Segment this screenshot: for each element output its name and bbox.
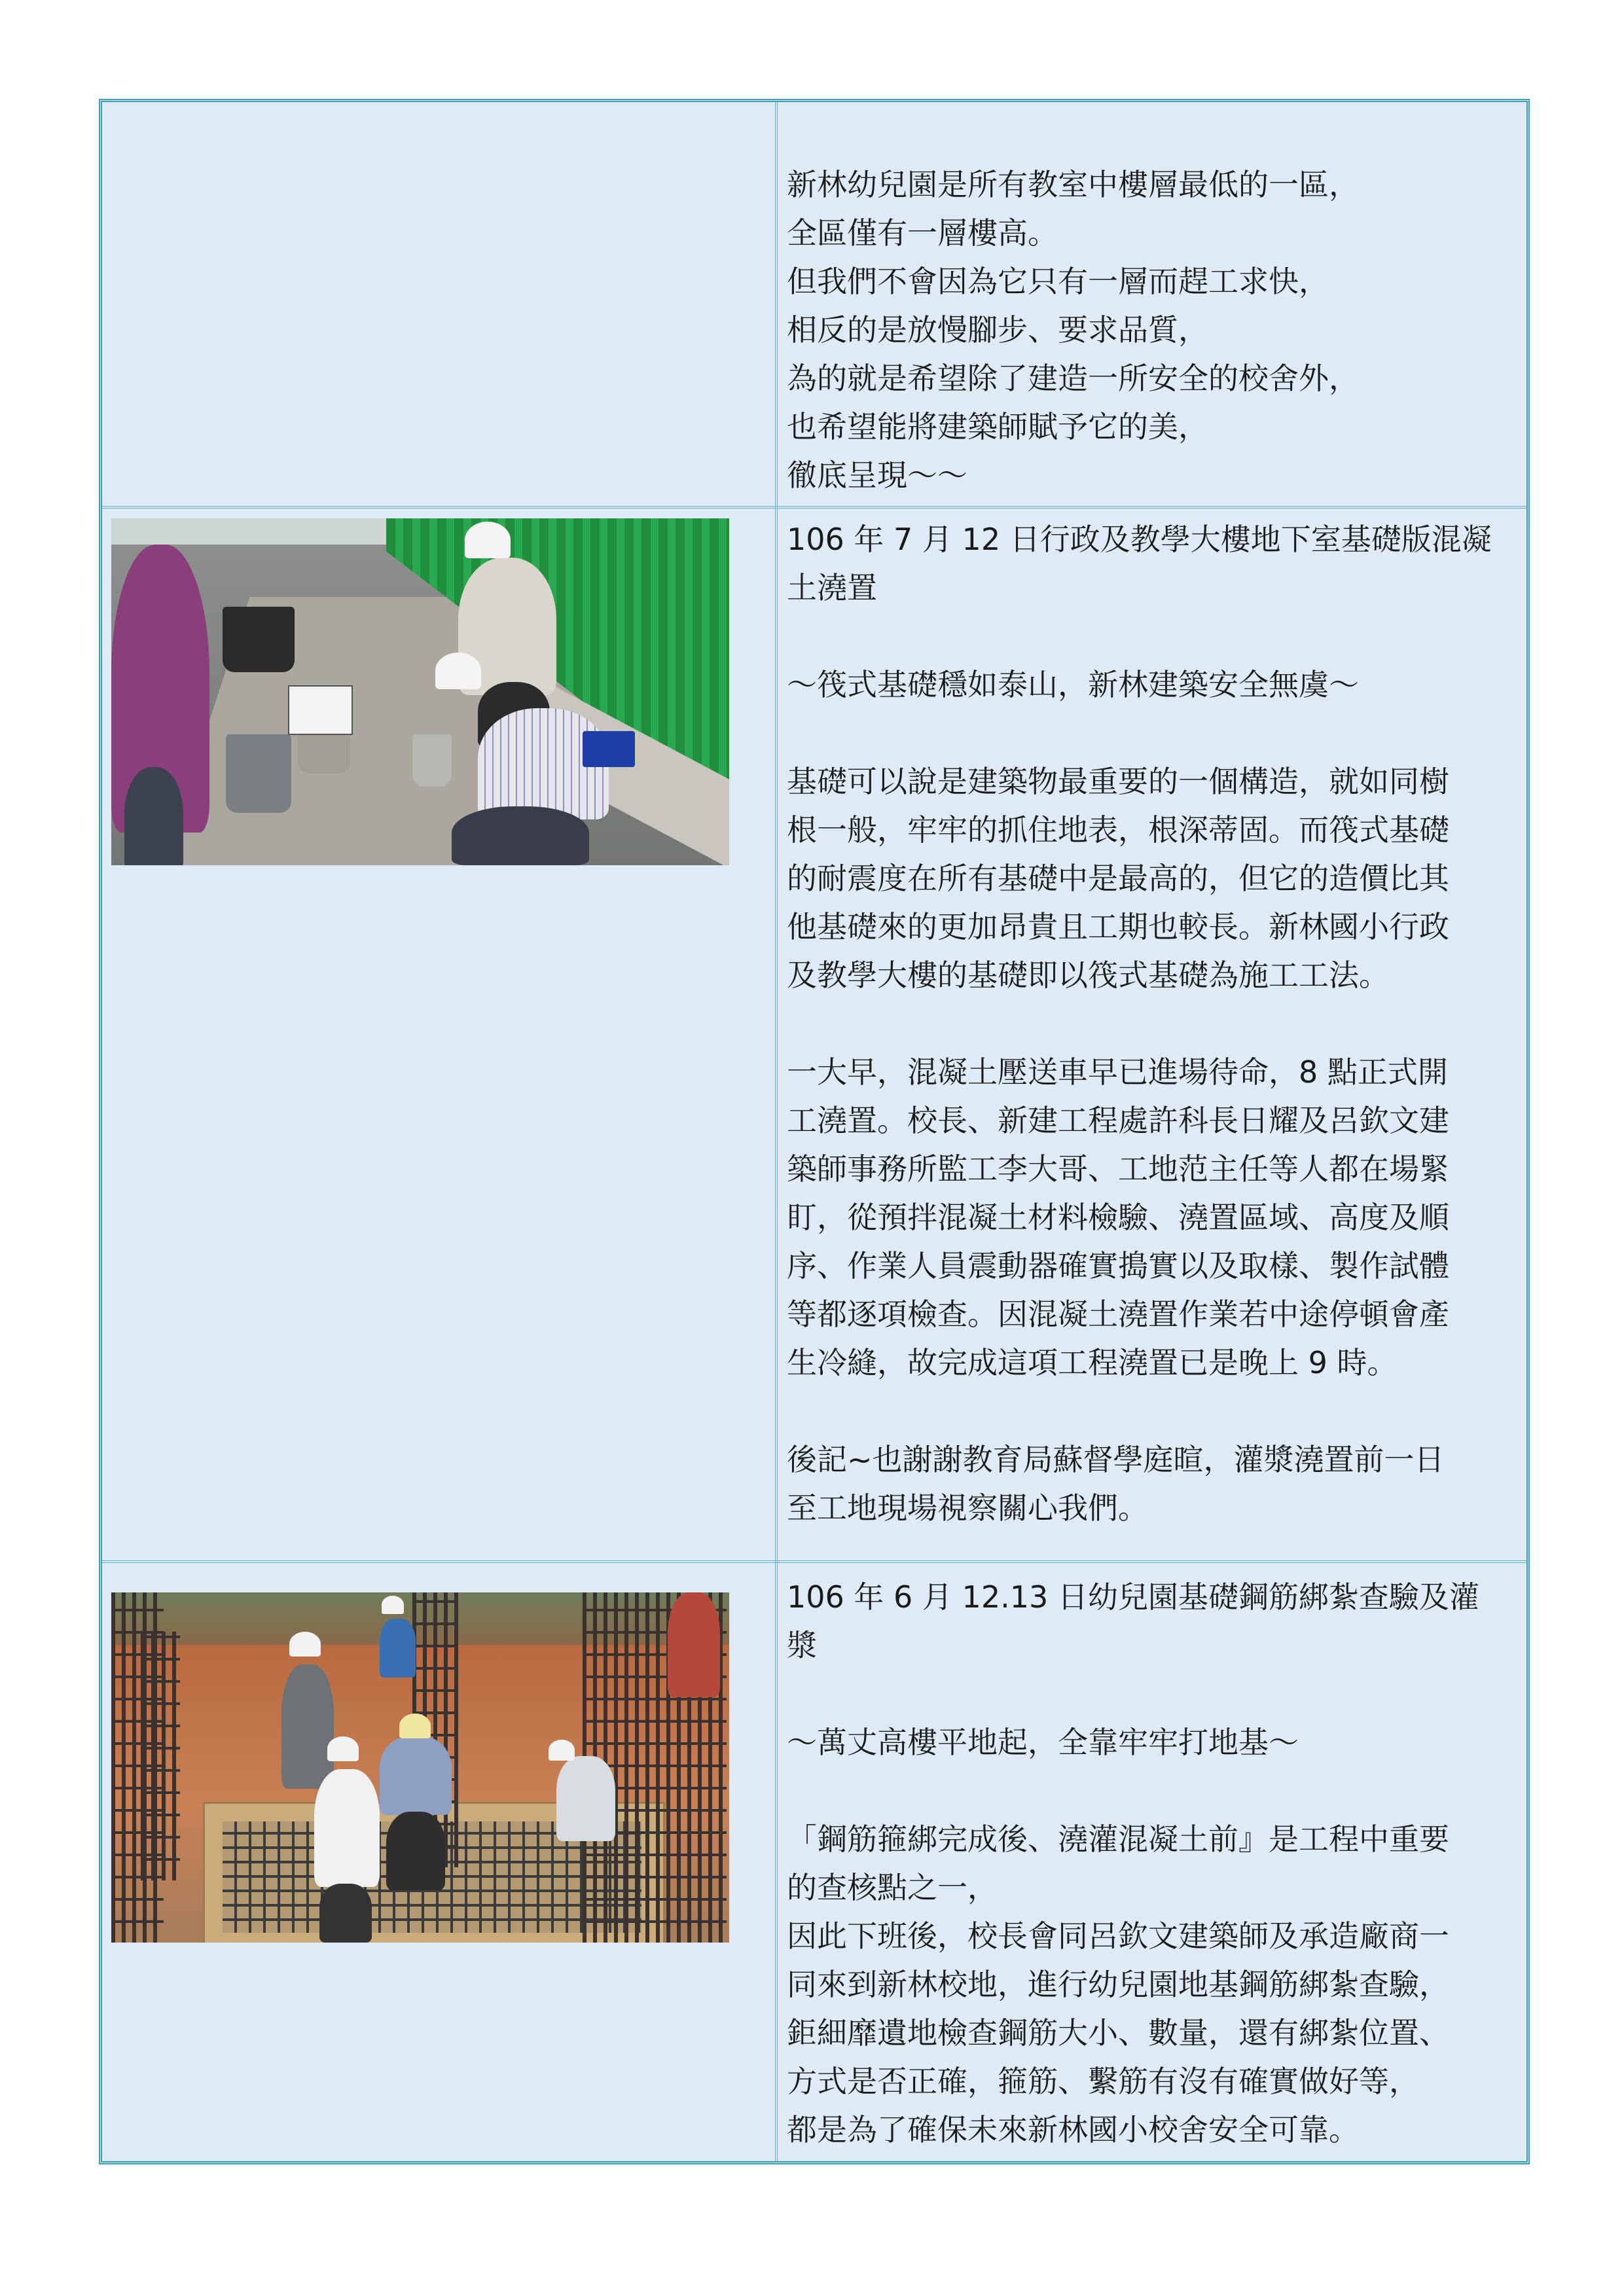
- paragraph-line: 方式是否正確，箍筋、繫筋有沒有確實做好等，: [787, 2064, 1419, 2099]
- text-line: 但我們不會因為它只有一層而趕工求快，: [787, 264, 1329, 299]
- paragraph-line: 同來到新林校地，進行幼兒園地基鋼筋綁紮查驗，: [787, 1967, 1449, 2002]
- text-line: 徹底呈現～～: [787, 457, 967, 493]
- section-title: 土澆置: [787, 570, 877, 605]
- paragraph-line: 生冷縫，故完成這項工程澆置已是晚上 9 時。: [787, 1345, 1398, 1380]
- text-line: 也希望能將建築師賦予它的美，: [787, 409, 1208, 444]
- paragraph-line: 後記~也謝謝教育局蘇督學庭暄，灌漿澆置前一日: [787, 1442, 1445, 1477]
- paragraph-line: 他基礎來的更加昂貴且工期也較長。新林國小行政: [787, 909, 1449, 944]
- row2-text-cell: [787, 515, 1517, 1532]
- section-title: 漿: [787, 1628, 817, 1663]
- paragraph-line: 的耐震度在所有基礎中是最高的，但它的造價比其: [787, 861, 1449, 896]
- column-divider: [775, 102, 778, 2161]
- text-line: 為的就是希望除了建造一所安全的校舍外，: [787, 361, 1359, 396]
- paragraph-line: 等都逐項檢查。因混凝土澆置作業若中途停頓會產: [787, 1297, 1449, 1332]
- text-line: 全區僅有一層樓高。: [787, 215, 1058, 251]
- paragraph-line: 及教學大樓的基礎即以筏式基礎為施工工法。: [787, 958, 1389, 993]
- document-table: [99, 99, 1530, 2164]
- text-line: 新林幼兒園是所有教室中樓層最低的一區，: [787, 167, 1359, 202]
- text-line: 相反的是放慢腳步、要求品質，: [787, 312, 1208, 348]
- paragraph-line: 「鋼筋箍綁完成後、澆灌混凝土前』是工程中重要: [787, 1821, 1449, 1857]
- row-divider-2: [102, 1560, 1526, 1563]
- section-slogan: ～筏式基礎穩如泰山，新林建築安全無虞～: [787, 667, 1359, 702]
- paragraph-line: 鉅細靡遺地檢查鋼筋大小、數量，還有綁紮位置、: [787, 2015, 1449, 2051]
- row-divider-1: [102, 506, 1526, 509]
- section-title: 106 年 6 月 12.13 日幼兒園基礎鋼筋綁紮查驗及灌: [787, 1579, 1479, 1615]
- paragraph-line: 序、作業人員震動器確實搗實以及取樣、製作試體: [787, 1248, 1449, 1283]
- rebar-inspection-photo: [111, 1592, 729, 1943]
- paragraph-line: 工澆置。校長、新建工程處許科長日耀及呂欽文建: [787, 1103, 1449, 1138]
- paragraph-line: 的查核點之一，: [787, 1870, 998, 1905]
- section-slogan: ～萬丈高樓平地起，全靠牢牢打地基～: [787, 1725, 1299, 1760]
- concrete-pour-photo: [111, 518, 729, 865]
- paragraph-line: 至工地現場視察關心我們。: [787, 1490, 1148, 1526]
- paragraph-line: 根一般，牢牢的抓住地表，根深蒂固。而筏式基礎: [787, 812, 1449, 848]
- paragraph-line: 基礎可以說是建築物最重要的一個構造，就如同樹: [787, 764, 1449, 799]
- row3-text-cell: [787, 1573, 1517, 2154]
- paragraph-line: 盯，從預拌混凝土材料檢驗、澆置區域、高度及順: [787, 1200, 1449, 1235]
- row1-text-cell: [787, 160, 1517, 499]
- paragraph-line: 都是為了確保未來新林國小校舍安全可靠。: [787, 2112, 1359, 2147]
- paragraph-line: 築師事務所監工李大哥、工地范主任等人都在場緊: [787, 1151, 1449, 1187]
- paragraph-line: 因此下班後，校長會同呂欽文建築師及承造廠商一: [787, 1918, 1449, 1954]
- paragraph-line: 一大早，混凝土壓送車早已進場待命，8 點正式開: [787, 1054, 1448, 1090]
- section-title: 106 年 7 月 12 日行政及教學大樓地下室基礎版混凝: [787, 522, 1492, 557]
